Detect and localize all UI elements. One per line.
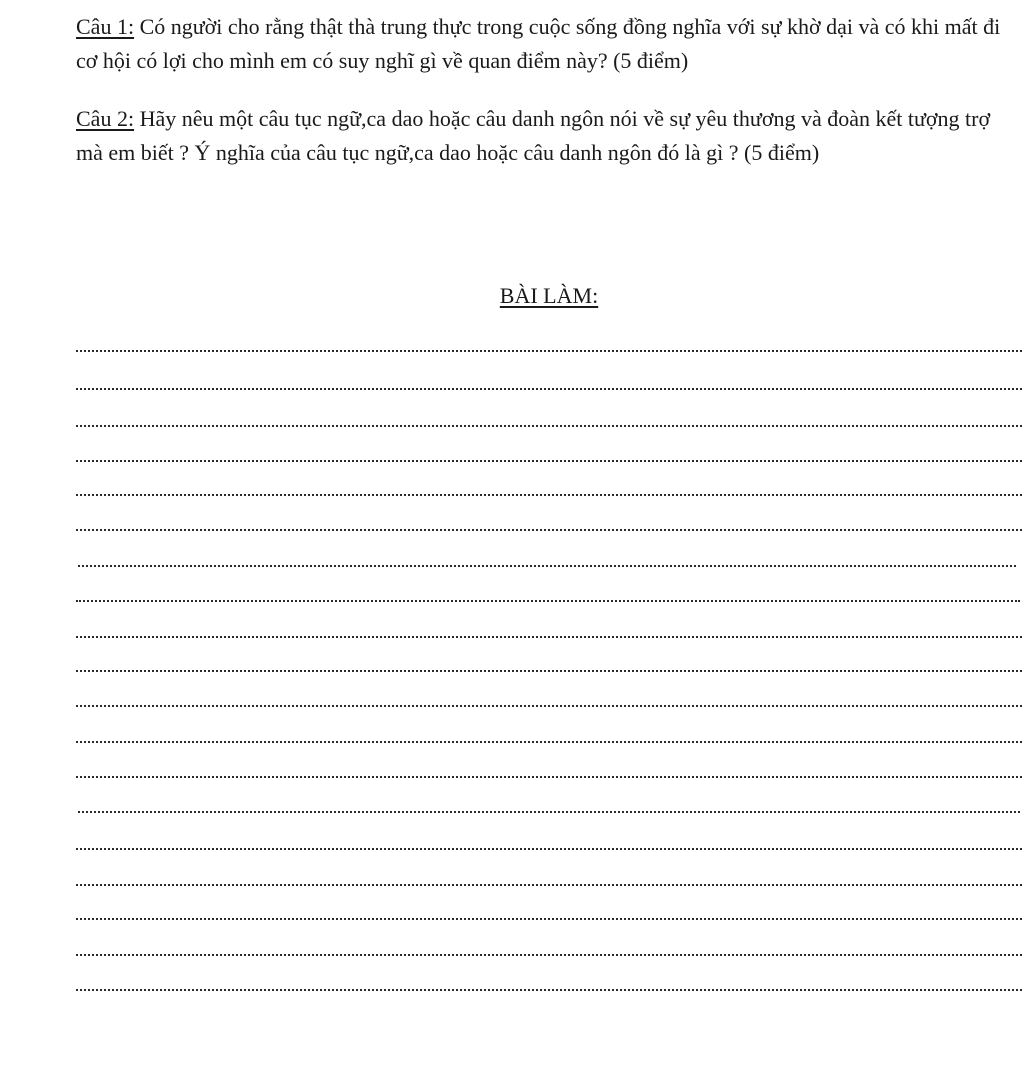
answer-line [76,884,1022,886]
answer-line [76,494,1022,496]
answer-line [76,918,1022,920]
answer-line [76,848,1022,850]
answer-line [76,350,1022,352]
answer-line [76,670,1022,672]
question-2-label: Câu 2: [76,106,135,131]
question-1-label: Câu 1: [76,14,135,39]
answer-line [76,776,1022,778]
answer-heading: BÀI LÀM: [499,283,599,308]
question-1-text: Có người cho rằng thật thà trung thực trong cuộc sống đồng nghĩa với sự khờ dại và có khi mất đi cơ hội có lợi cho mình em có suy nghĩ gì về quan điểm này? (5 điểm) [76,14,1001,73]
answer-line [78,565,1016,567]
answer-line [76,529,1022,531]
answer-line [76,989,1022,991]
answer-line [78,811,1020,813]
answer-line [76,460,1022,462]
answer-line [76,705,1022,707]
answer-line [76,600,1020,602]
answer-line [76,954,1022,956]
question-2-text: Hãy nêu một câu tục ngữ,ca dao hoặc câu danh ngôn nói về sự yêu thương và đoàn kết tượng trợ mà em biết ? Ý nghĩa của câu tục ngữ,ca dao hoặc câu danh ngôn đó là gì ? (5 điểm) [76,106,991,165]
answer-line [76,388,1022,390]
answer-line [76,636,1022,638]
answer-line [76,425,1022,427]
answer-line [76,741,1022,743]
